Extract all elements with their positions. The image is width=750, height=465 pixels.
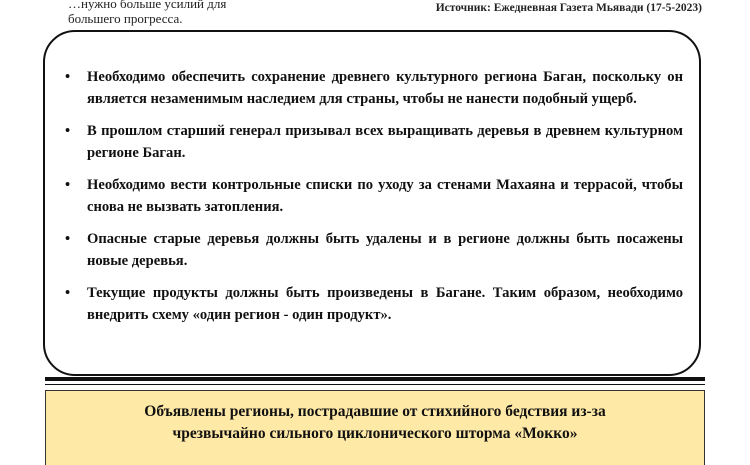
previous-article-line-2: большего прогресса. [68, 11, 183, 26]
key-point-1 [65, 67, 683, 110]
bullet-icon: • [65, 231, 71, 247]
key-point-text: Необходимо вести контрольные списки по уходу за стенами Махаяна и террасой, чтобы снова не вызвать затопления. [87, 177, 683, 215]
key-point-5 [65, 283, 683, 326]
key-point-4 [65, 229, 683, 272]
key-points-list [65, 67, 683, 337]
headline-banner [45, 390, 705, 465]
bullet-icon: • [65, 123, 71, 139]
bullet-icon: • [65, 69, 71, 85]
key-points-box [43, 30, 701, 376]
previous-article-text [68, 0, 398, 26]
headline-line-2: чрезвычайно сильного циклонического шторма «Мокко» [172, 425, 578, 442]
key-point-2 [65, 121, 683, 164]
source-citation: Источник: Ежедневная Газета Мьявади (17-5-2023) [435, 2, 702, 14]
key-point-text: Необходимо обеспечить сохранение древнего культурного региона Баган, поскольку он является незаменимым наследием для страны, чтобы не нанести подобный ущерб. [87, 69, 683, 107]
bullet-icon: • [65, 285, 71, 301]
key-point-text: В прошлом старший генерал призывал всех выращивать деревья в древнем культурном регионе Баган. [87, 123, 683, 161]
previous-article-line-1: …нужно больше усилий для [68, 0, 227, 11]
key-point-3 [65, 175, 683, 218]
key-point-text: Текущие продукты должны быть произведены в Багане. Таким образом, необходимо внедрить схему «один регион - один продукт». [87, 285, 683, 323]
bullet-icon: • [65, 177, 71, 193]
headline-line-1: Объявлены регионы, пострадавшие от стихийного бедствия из-за [144, 403, 606, 420]
section-divider-thin [45, 384, 705, 385]
key-point-text: Опасные старые деревья должны быть удалены и в регионе должны быть посажены новые деревья. [87, 231, 683, 269]
section-divider-thick [45, 377, 705, 381]
